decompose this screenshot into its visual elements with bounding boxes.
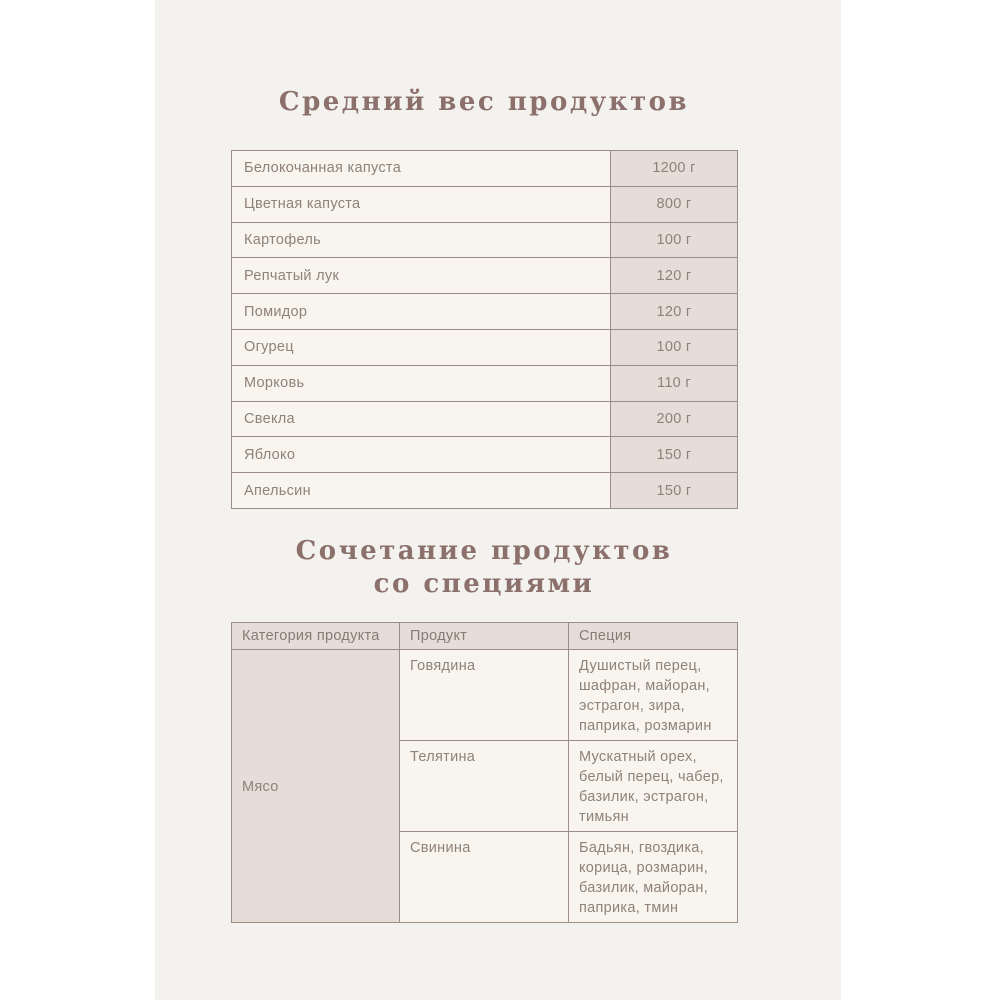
product-weight: 100 г (611, 329, 738, 365)
section1-title: Средний вес продуктов (278, 87, 690, 117)
pairing-spices: Мускатный орех, белый перец, чабер, базилик, эстрагон, тимьян (569, 741, 738, 832)
product-weight: 1200 г (611, 151, 738, 187)
header-cell-category: Категория продукта (232, 623, 400, 650)
table-row (232, 473, 738, 509)
table-row (232, 650, 738, 741)
header-cell-product: Продукт (400, 623, 569, 650)
page-panel (155, 0, 841, 1000)
product-name: Свекла (232, 401, 611, 437)
product-name: Огурец (232, 329, 611, 365)
category-cell: Мясо (232, 650, 400, 923)
product-name: Апельсин (232, 473, 611, 509)
section2-title-line1: Сочетание продуктов (295, 536, 673, 566)
product-weight: 120 г (611, 258, 738, 294)
table-row (232, 365, 738, 401)
table-row (232, 222, 738, 258)
product-name: Помидор (232, 294, 611, 330)
table-row (232, 151, 738, 187)
weights-table (231, 150, 738, 509)
product-name: Картофель (232, 222, 611, 258)
table-row (232, 437, 738, 473)
product-weight: 110 г (611, 365, 738, 401)
header-cell-spice: Специя (569, 623, 738, 650)
product-name: Цветная капуста (232, 186, 611, 222)
product-name: Морковь (232, 365, 611, 401)
pairing-spices: Душистый перец, шафран, майоран, эстрагон, зира, паприка, розмарин (569, 650, 738, 741)
pairing-product: Телятина (400, 741, 569, 832)
table-row (232, 294, 738, 330)
section2-title-line2: со специями (373, 569, 595, 599)
table-row (232, 258, 738, 294)
table-row (232, 329, 738, 365)
product-weight: 150 г (611, 437, 738, 473)
header-row (232, 623, 738, 650)
product-name: Белокочанная капуста (232, 151, 611, 187)
pairings-table (231, 622, 738, 923)
table-row (232, 186, 738, 222)
product-name: Репчатый лук (232, 258, 611, 294)
pairing-product: Свинина (400, 832, 569, 923)
product-weight: 150 г (611, 473, 738, 509)
pairing-spices: Бадьян, гвоздика, корица, розмарин, базилик, майоран, паприка, тмин (569, 832, 738, 923)
product-weight: 200 г (611, 401, 738, 437)
product-weight: 120 г (611, 294, 738, 330)
table-row (232, 401, 738, 437)
product-weight: 800 г (611, 186, 738, 222)
product-name: Яблоко (232, 437, 611, 473)
section2-title (231, 535, 737, 601)
product-weight: 100 г (611, 222, 738, 258)
pairing-product: Говядина (400, 650, 569, 741)
